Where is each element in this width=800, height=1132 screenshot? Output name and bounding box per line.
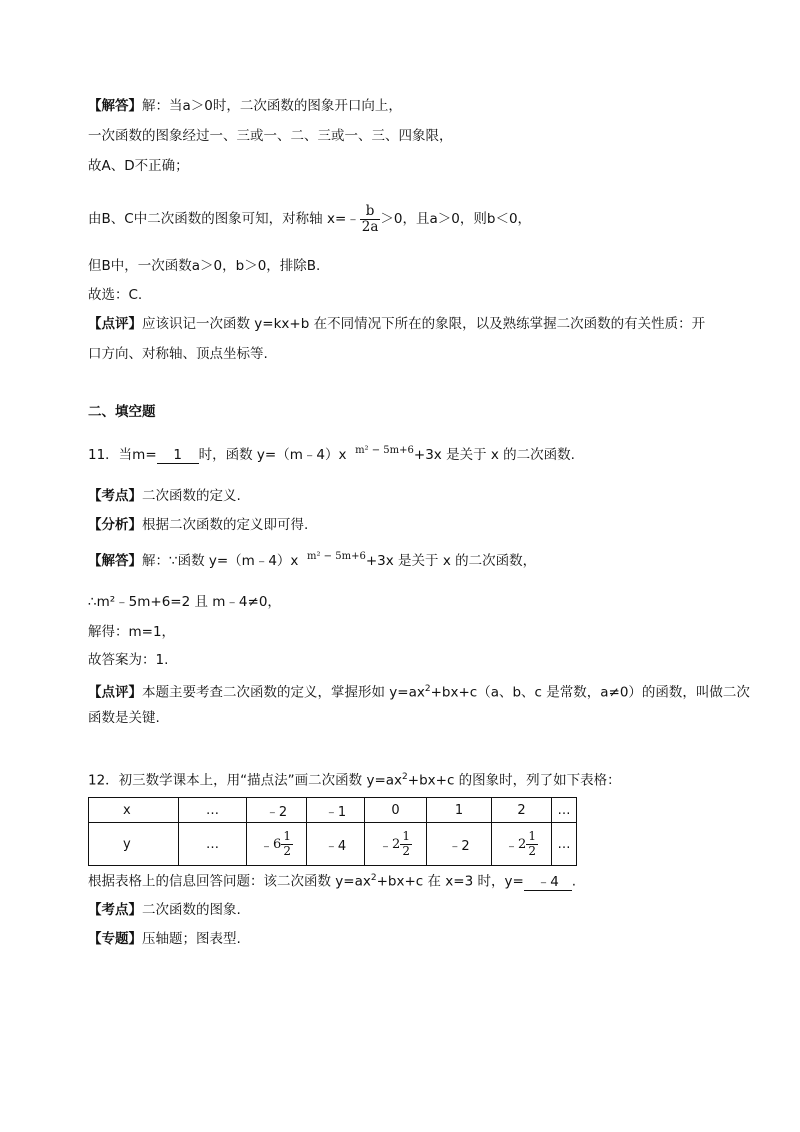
table-cell-mixed [492, 823, 552, 866]
q11-answer-blank: 1 [157, 447, 199, 464]
comment-sup: 2 [424, 684, 431, 694]
q11-post: +3x 是关于 x 的二次函数. [413, 447, 575, 463]
q12-question [88, 767, 621, 791]
q11-comment-line1 [88, 679, 750, 703]
frac-denominator: 2 [402, 843, 410, 858]
fenxi-text: 根据二次函数的定义即可得. [142, 517, 309, 533]
q11-kaodian [88, 486, 241, 506]
table-row-x [89, 798, 577, 823]
q11-step2: 解得：m=1， [88, 624, 176, 640]
q11-step1: ∴m²﹣5m+6=2 且 m﹣4≠0， [88, 594, 281, 610]
table-cell: x [89, 798, 179, 823]
table-cell: … [179, 823, 247, 866]
after-mid: +bx+c 在 x=3 时，y= [376, 873, 524, 890]
after-sup: 2 [370, 873, 377, 883]
jieda-tag: 【解答】 [88, 553, 142, 569]
zhuanti-tag: 【专题】 [88, 931, 142, 947]
comment-tag: 【点评】 [88, 684, 142, 701]
q10-line5: 但B中，一次函数a＞0，b＞0，排除B. [88, 258, 321, 274]
q11-question [88, 445, 575, 467]
frac-denominator: 2 [528, 843, 536, 858]
q11-pre: 11．当m= [88, 447, 157, 463]
jieda-pre: 解：∵函数 y=（m﹣4）x [142, 553, 299, 569]
sign: ﹣ [379, 838, 393, 854]
jieda-exponent: m² − 5m+6 [307, 551, 366, 562]
q11-fenxi [88, 515, 308, 535]
q10-comment-line1 [88, 314, 705, 334]
comment-tag: 【点评】 [88, 316, 142, 332]
fraction [281, 830, 293, 857]
q11-step3: 故答案为：1. [88, 652, 169, 668]
after-pre: 根据表格上的信息回答问题：该二次函数 y=ax [88, 873, 371, 890]
fraction-b-over-2a [360, 204, 381, 235]
q12-sup: 2 [402, 772, 408, 782]
q11-exponent: m² − 5m+6 [355, 445, 414, 456]
table-cell: 1 [427, 798, 492, 823]
answer-tag: 【解答】 [88, 98, 142, 114]
line4-post: ＞0，且a＞0，则b＜0， [380, 211, 532, 227]
table-cell-mixed [247, 823, 307, 866]
q10-line2: 一次函数的图象经过一、三或一、二、三或一、三、四象限， [88, 128, 453, 144]
fenxi-tag: 【分析】 [88, 517, 142, 533]
q11-mid: 时，函数 y=（m﹣4）x [198, 447, 347, 463]
frac-numerator: 1 [283, 829, 291, 844]
mixed-number [379, 830, 412, 857]
zhuanti-text: 压轴题；图表型. [142, 931, 241, 947]
sign: ﹣ [505, 838, 519, 854]
q10-line4 [88, 200, 531, 238]
q10-line6: 故选：C. [88, 287, 143, 303]
whole: 2 [392, 836, 401, 852]
table-cell: 2 [492, 798, 552, 823]
q11-jieda [88, 551, 536, 573]
q12-kaodian [88, 900, 241, 920]
q10-line3: 故A、D不正确； [88, 158, 189, 174]
answer-text: 解：当a＞0时，二次函数的图象开口向上， [142, 98, 402, 114]
q12-post: +bx+c 的图象时，列了如下表格： [407, 772, 621, 789]
table-cell: ﹣4 [307, 823, 365, 866]
q12-zhuanti [88, 929, 241, 949]
line4-pre: 由B、C中二次函数的图象可知，对称轴 x=﹣ [88, 211, 360, 227]
q11-comment-line2: 函数是关键. [88, 710, 160, 726]
table-cell: y [89, 823, 179, 866]
frac-numerator: 1 [402, 829, 410, 844]
table-cell: ﹣2 [247, 798, 307, 823]
table-cell: 0 [365, 798, 427, 823]
table-cell: … [552, 798, 577, 823]
kaodian-text: 二次函数的定义. [142, 488, 241, 504]
table-row-y [89, 823, 577, 866]
table-cell-mixed [365, 823, 427, 866]
values-table [88, 797, 577, 866]
table-cell: ﹣1 [307, 798, 365, 823]
kaodian-tag: 【考点】 [88, 488, 142, 504]
mixed-number [505, 830, 538, 857]
after-end: . [571, 873, 577, 890]
frac-denominator: 2a [361, 218, 379, 235]
kaodian-tag: 【考点】 [88, 902, 142, 918]
jieda-post: +3x 是关于 x 的二次函数， [365, 553, 537, 569]
q10-answer-line1 [88, 96, 402, 116]
frac-numerator: 1 [528, 829, 536, 844]
comment-text: 应该识记一次函数 y=kx+b 在不同情况下所在的象限，以及熟练掌握二次函数的有关性质：开 [142, 316, 706, 332]
comment-post: +bx+c（a、b、c 是常数，a≠0）的函数，叫做二次 [430, 684, 750, 701]
kaodian-text: 二次函数的图象. [142, 902, 241, 918]
table-cell: … [179, 798, 247, 823]
whole: 2 [518, 836, 527, 852]
section-title: 二、填空题 [88, 404, 156, 420]
sign: ﹣ [260, 838, 274, 854]
whole: 6 [273, 836, 282, 852]
table-cell: … [552, 823, 577, 866]
table-cell: ﹣2 [427, 823, 492, 866]
fraction [526, 830, 538, 857]
q10-comment-line2: 口方向、对称轴、顶点坐标等. [88, 346, 268, 362]
q12-pre: 12．初三数学课本上，用“描点法”画二次函数 y=ax [88, 772, 403, 789]
comment-pre: 本题主要考查二次函数的定义，掌握形如 y=ax [142, 684, 425, 701]
q12-after-table [88, 868, 576, 892]
frac-denominator: 2 [283, 843, 291, 858]
q12-answer-blank: ﹣4 [524, 874, 572, 891]
frac-numerator: b [360, 204, 381, 220]
mixed-number [260, 830, 293, 857]
fraction [400, 830, 412, 857]
